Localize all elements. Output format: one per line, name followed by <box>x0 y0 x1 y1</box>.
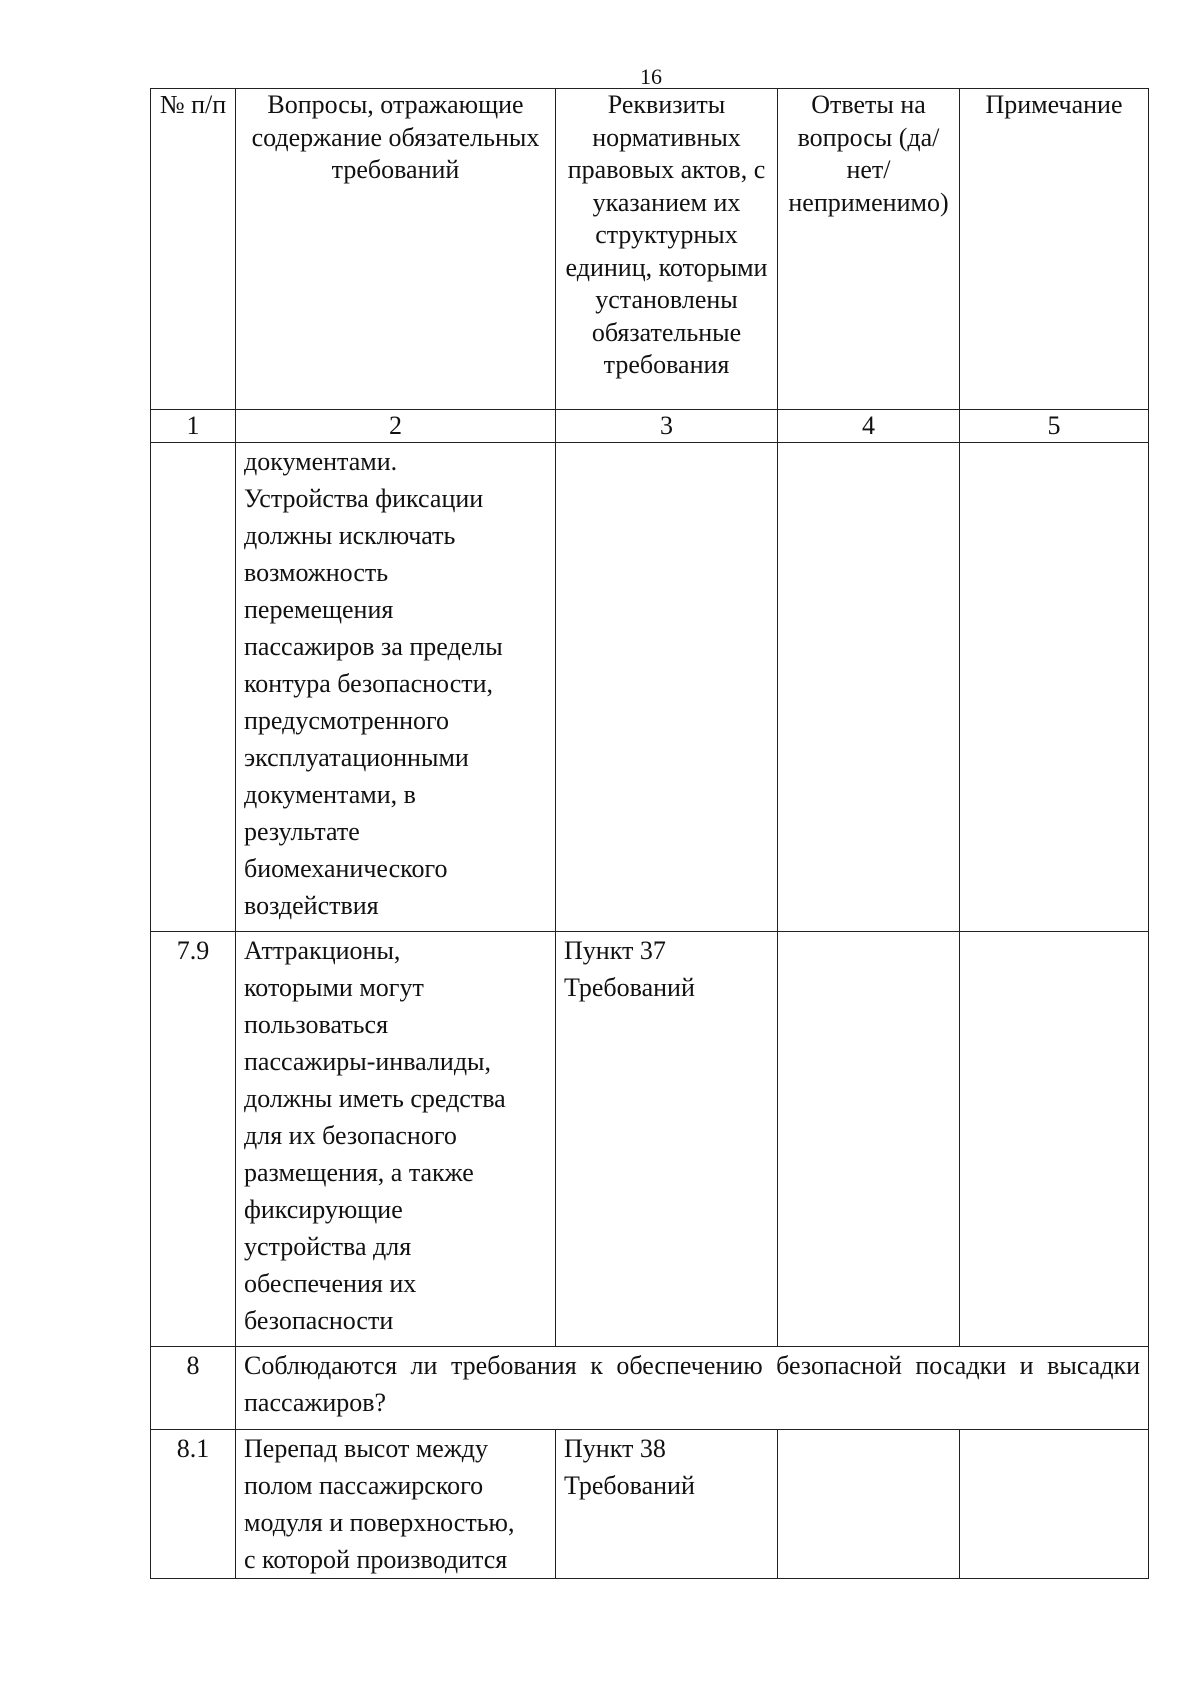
table-row <box>151 443 1149 932</box>
row-question: документами. Устройства фиксации должны исключать возможность перемещения пассажиров за пределы контура безопасности, предусмотренного эксплуатационными документами, в результате биомеханического воздействия <box>236 443 556 932</box>
row-answer <box>778 932 960 1347</box>
column-number: 5 <box>960 410 1149 443</box>
header-col-number: № п/п <box>151 89 236 410</box>
page-number: 16 <box>640 64 662 89</box>
row-reference: Пункт 38 Требований <box>556 1430 778 1579</box>
row-note <box>960 443 1149 932</box>
column-number: 4 <box>778 410 960 443</box>
checklist-table <box>150 88 1149 1579</box>
column-number: 3 <box>556 410 778 443</box>
header-row <box>151 89 1149 410</box>
section-title: Соблюдаются ли требования к обеспечению безопасной посадки и высадки пассажиров? <box>236 1347 1149 1430</box>
row-question: Перепад высот между полом пассажирского модуля и поверхностью, с которой производится <box>236 1430 556 1579</box>
row-note <box>960 1430 1149 1579</box>
header-col-questions: Вопросы, отражающие содержание обязательных требований <box>236 89 556 410</box>
row-note <box>960 932 1149 1347</box>
row-number: 7.9 <box>151 932 236 1347</box>
section-row <box>151 1347 1149 1430</box>
row-reference <box>556 443 778 932</box>
row-reference: Пункт 37 Требований <box>556 932 778 1347</box>
table-row <box>151 1430 1149 1579</box>
column-number-row <box>151 410 1149 443</box>
column-number: 1 <box>151 410 236 443</box>
header-col-references: Реквизиты нормативных правовых актов, с указанием их структурных единиц, которыми установлены обязательные требования <box>556 89 778 410</box>
column-number: 2 <box>236 410 556 443</box>
section-number: 8 <box>151 1347 236 1430</box>
row-number: 8.1 <box>151 1430 236 1579</box>
row-answer <box>778 1430 960 1579</box>
row-question: Аттракционы, которыми могут пользоваться пассажиры-инвалиды, должны иметь средства для их безопасного размещения, а также фиксирующие устройства для обеспечения их безопасности <box>236 932 556 1347</box>
table-row <box>151 932 1149 1347</box>
row-number <box>151 443 236 932</box>
header-col-answers: Ответы на вопросы (да/нет/ неприменимо) <box>778 89 960 410</box>
header-col-notes: Примечание <box>960 89 1149 410</box>
row-answer <box>778 443 960 932</box>
